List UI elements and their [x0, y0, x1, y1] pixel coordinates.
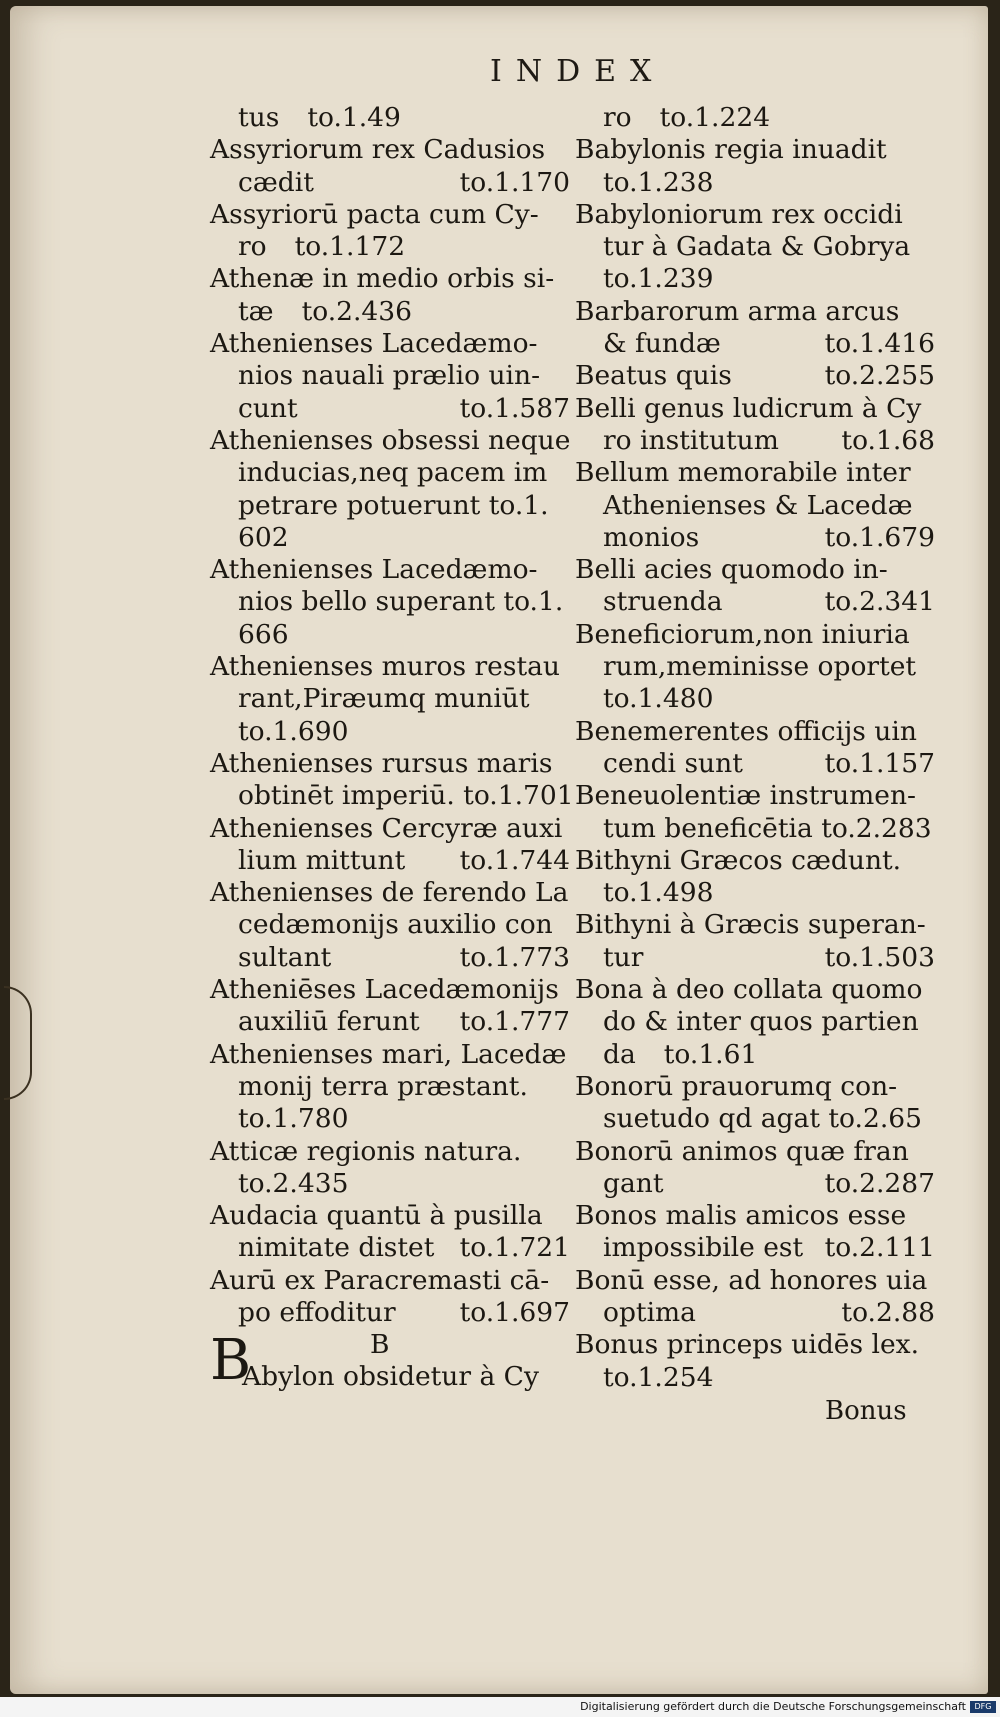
section-b-start: [210, 1329, 570, 1393]
index-line: [210, 231, 570, 263]
index-line: [575, 1329, 935, 1361]
index-line: [210, 425, 570, 457]
index-line: [575, 199, 935, 231]
index-line-text: to.1.480: [603, 683, 714, 715]
index-line: [575, 522, 935, 554]
index-line-text: nios bello superant to.1.: [238, 586, 564, 618]
index-line-text: Bithyni à Græcis superan-: [575, 909, 926, 941]
book-page: [10, 6, 988, 1694]
index-line: [210, 813, 570, 845]
index-line-text: suetudo qd agat to.2.65: [603, 1103, 922, 1135]
index-page-ref: to.1.170: [459, 166, 570, 198]
index-line-text: tur à Gadata & Gobrya: [603, 231, 911, 263]
index-line: [210, 1071, 570, 1103]
index-line-text: Belli acies quomodo in-: [575, 554, 888, 586]
index-line: [575, 296, 935, 328]
section-letter: B: [370, 1329, 390, 1361]
index-page-ref: to.1.679: [824, 521, 935, 553]
index-line: [575, 1071, 935, 1103]
index-line-text: sultant: [238, 941, 332, 973]
index-line: [575, 651, 935, 683]
index-line: [210, 167, 570, 199]
index-line-text: Beneuolentiæ instrumen-: [575, 780, 916, 812]
index-line: [210, 619, 570, 651]
index-page-ref: to.1.61: [663, 1038, 758, 1070]
footer-text: Digitalisierung gefördert durch die Deutsche Forschungsgemeinschaft: [580, 1700, 966, 1713]
index-line-text: cunt: [238, 392, 298, 424]
index-line: [575, 554, 935, 586]
index-line-text: Barbarorum arma arcus: [575, 295, 900, 327]
index-line-text: gant: [603, 1167, 664, 1199]
page-header: INDEX: [490, 54, 666, 89]
index-line-text: Beneficiorum,non iniuria: [575, 618, 910, 650]
index-line-text: 666: [238, 618, 289, 650]
index-line-text: & fundæ: [603, 328, 721, 360]
index-line: [575, 780, 935, 812]
index-page-ref: to.1.721: [459, 1232, 570, 1264]
index-line-text: Athenienses rursus maris: [210, 747, 553, 779]
index-line: [575, 102, 935, 134]
index-page-ref: to.2.255: [824, 360, 935, 392]
index-line: [210, 1039, 570, 1071]
index-line-text: lium mittunt: [238, 844, 406, 876]
index-line-text: Audacia quantū à pusilla: [210, 1200, 543, 1232]
index-line: [210, 1136, 570, 1168]
index-line: [575, 586, 935, 618]
index-line-text: to.1.780: [238, 1103, 349, 1135]
index-line: [210, 974, 570, 1006]
index-line-text: Atheniēses Lacedæmonijs: [210, 974, 559, 1006]
index-line-text: to.1.254: [603, 1361, 714, 1393]
index-line-text: to.1.238: [603, 166, 714, 198]
index-line-text: ro institutum: [603, 424, 779, 456]
index-line-text: Athenienses muros restau: [210, 651, 560, 683]
index-line-text: to.2.435: [238, 1167, 349, 1199]
index-line: [575, 457, 935, 489]
index-line-text: Athenienses & Lacedæ: [603, 489, 913, 521]
index-page-ref: to.1.503: [824, 941, 935, 973]
index-line-text: rant,Piræumq muniūt: [238, 683, 530, 715]
index-line: [575, 845, 935, 877]
index-line: [575, 716, 935, 748]
index-line: [210, 748, 570, 780]
index-line: [575, 231, 935, 263]
index-line: [210, 780, 574, 812]
index-line: [575, 683, 935, 715]
index-line: [210, 877, 570, 909]
index-line-text: 602: [238, 521, 289, 553]
index-line: [575, 1362, 935, 1394]
index-line-text: Bonū esse, ad honores uia: [575, 1264, 928, 1296]
digitization-footer: [0, 1697, 1000, 1717]
index-page-ref: to.2.436: [301, 295, 412, 327]
index-line-text: Assyriorum rex Cadusios: [210, 134, 546, 166]
index-line-text: Athenienses mari, Lacedæ: [210, 1038, 567, 1070]
index-line: [210, 1103, 570, 1135]
index-line: [575, 1168, 935, 1200]
index-line: [575, 490, 935, 522]
index-line-text: Athenienses Lacedæmo-: [210, 554, 538, 586]
index-page-ref: to.1.172: [294, 231, 406, 263]
index-line: [575, 360, 935, 392]
index-line-text: nimitate distet: [238, 1232, 435, 1264]
index-line-text: Benemerentes officijs uin: [575, 715, 917, 747]
index-line-text: Athenienses Lacedæmo-: [210, 328, 538, 360]
index-line: [575, 1297, 935, 1329]
index-line: [575, 1136, 935, 1168]
index-line-text: tus: [238, 102, 280, 133]
index-line: [210, 651, 570, 683]
index-line-text: da: [603, 1038, 636, 1070]
index-line-text: cedæmonijs auxilio con: [238, 909, 553, 941]
index-line: [575, 1103, 935, 1135]
index-page-ref: to.1.416: [824, 328, 935, 360]
index-line-text: Babylonis regia inuadit: [575, 134, 887, 166]
index-line-text: cædit: [238, 166, 314, 198]
index-line: [575, 263, 935, 295]
index-line-text: Bellum memorabile inter: [575, 457, 911, 489]
index-page-ref: to.1.587: [459, 392, 570, 424]
index-line: [210, 716, 570, 748]
index-line-text: Atticæ regionis natura.: [210, 1135, 522, 1167]
index-line-text: Assyriorū pacta cum Cy-: [210, 198, 539, 230]
index-line-text: Bithyni Græcos cædunt.: [575, 844, 902, 876]
index-line-text: petrare potuerunt to.1.: [238, 489, 549, 521]
index-line-text: monij terra præstant.: [238, 1070, 528, 1102]
index-line: [575, 167, 935, 199]
index-line-text: to.1.690: [238, 715, 349, 747]
index-line-text: Belli genus ludicrum à Cy: [575, 392, 922, 424]
index-line: [210, 1168, 570, 1200]
index-line-text: tur: [603, 941, 644, 973]
index-line-text: Bonorū animos quæ fran: [575, 1135, 909, 1167]
index-page-ref: to.1.777: [459, 1006, 570, 1038]
index-page-ref: to.2.287: [824, 1167, 935, 1199]
index-line-text: to.1.498: [603, 877, 714, 909]
index-page-ref: to.2.111: [824, 1232, 935, 1264]
index-line: [575, 328, 935, 360]
index-page-ref: to.2.341: [824, 586, 935, 618]
index-line: [575, 1265, 935, 1297]
index-line-text: Bonos malis amicos esse: [575, 1200, 907, 1232]
dropcap-letter: B: [210, 1328, 252, 1394]
index-line-text: ro: [238, 231, 267, 263]
index-line-text: Athenæ in medio orbis si-: [210, 263, 555, 295]
index-line: [210, 360, 570, 392]
index-line: [210, 1265, 570, 1297]
index-line-text: impossibile est: [603, 1232, 804, 1264]
index-line: [210, 296, 570, 328]
index-line: [575, 1200, 935, 1232]
index-line-text: tæ: [238, 295, 274, 327]
index-line: [575, 1039, 935, 1071]
index-line-text: to.1.239: [603, 263, 714, 295]
index-line: [210, 554, 570, 586]
index-page-ref: to.1.157: [824, 747, 935, 779]
index-line-text: Bonorū prauorumq con-: [575, 1070, 898, 1102]
index-line-text: struenda: [603, 586, 723, 618]
index-line: [210, 1297, 570, 1329]
index-line: [575, 877, 935, 909]
index-line-text: Bonus princeps uidēs lex.: [575, 1329, 920, 1361]
index-line: [575, 1006, 935, 1038]
index-page-ref: to.1.697: [459, 1296, 570, 1328]
index-line: [575, 909, 935, 941]
index-page-ref: to.1.744: [459, 844, 570, 876]
index-line: [575, 813, 935, 845]
index-line-text: auxiliū ferunt: [238, 1006, 420, 1038]
index-line-text: ro: [603, 102, 632, 133]
index-line: [210, 909, 570, 941]
index-line-text: inducias,neq pacem im: [238, 457, 548, 489]
index-line-text: nios nauali prælio uin-: [238, 360, 541, 392]
page-clip-mark: [4, 986, 32, 1100]
index-line: [210, 1232, 570, 1264]
index-line: [210, 199, 570, 231]
dropcap-line-text: Abylon obsidetur à Cy: [242, 1361, 539, 1393]
index-line-text: Athenienses obsessi neque: [210, 424, 571, 456]
index-line: [575, 974, 935, 1006]
index-line: [210, 263, 570, 295]
index-page-ref: to.2.88: [841, 1296, 935, 1328]
index-line-text: cendi sunt: [603, 747, 743, 779]
index-line: [575, 425, 935, 457]
index-line-text: optima: [603, 1296, 696, 1328]
index-page-ref: to.1.773: [459, 941, 570, 973]
index-line: [575, 393, 935, 425]
index-line-text: po effoditur: [238, 1296, 396, 1328]
index-page-ref: to.1.68: [841, 424, 935, 456]
index-line: [210, 134, 570, 166]
index-line-text: obtinēt imperiū. to.1.701: [238, 780, 574, 812]
index-line: [210, 683, 570, 715]
index-line-text: tum beneficētia to.2.283: [603, 812, 932, 844]
index-line-text: Athenienses Cercyræ auxi: [210, 812, 563, 844]
index-line: [210, 1006, 570, 1038]
index-line: [575, 1232, 935, 1264]
index-line: [210, 586, 570, 618]
dfg-logo: DFG: [970, 1701, 996, 1713]
index-line-text: Athenienses de ferendo La: [210, 877, 569, 909]
index-line: [210, 328, 570, 360]
index-line: [210, 490, 570, 522]
index-line-text: do & inter quos partien: [603, 1006, 919, 1038]
index-line: [210, 942, 570, 974]
index-page-ref: to.1.224: [659, 102, 771, 133]
index-line: [575, 942, 935, 974]
index-line-text: monios: [603, 521, 700, 553]
index-line: [210, 1200, 570, 1232]
index-line: [210, 845, 570, 877]
index-line-text: Aurū ex Paracremasti cā-: [210, 1264, 550, 1296]
catchword: Bonus: [825, 1396, 907, 1426]
index-line-text: Bona à deo collata quomo: [575, 974, 923, 1006]
index-line: [575, 619, 935, 651]
index-line-text: rum,meminisse oportet: [603, 651, 917, 683]
index-column-left: [210, 102, 574, 1394]
index-line-text: Babyloniorum rex occidi: [575, 198, 903, 230]
index-line: [210, 457, 570, 489]
index-line-text: Beatus quis: [575, 360, 732, 392]
index-line: [210, 102, 570, 134]
index-line: [575, 134, 935, 166]
index-page-ref: to.1.49: [307, 102, 401, 133]
index-column-right: [575, 102, 935, 1394]
index-line: [575, 748, 935, 780]
index-line: [210, 393, 570, 425]
index-line: [210, 522, 570, 554]
